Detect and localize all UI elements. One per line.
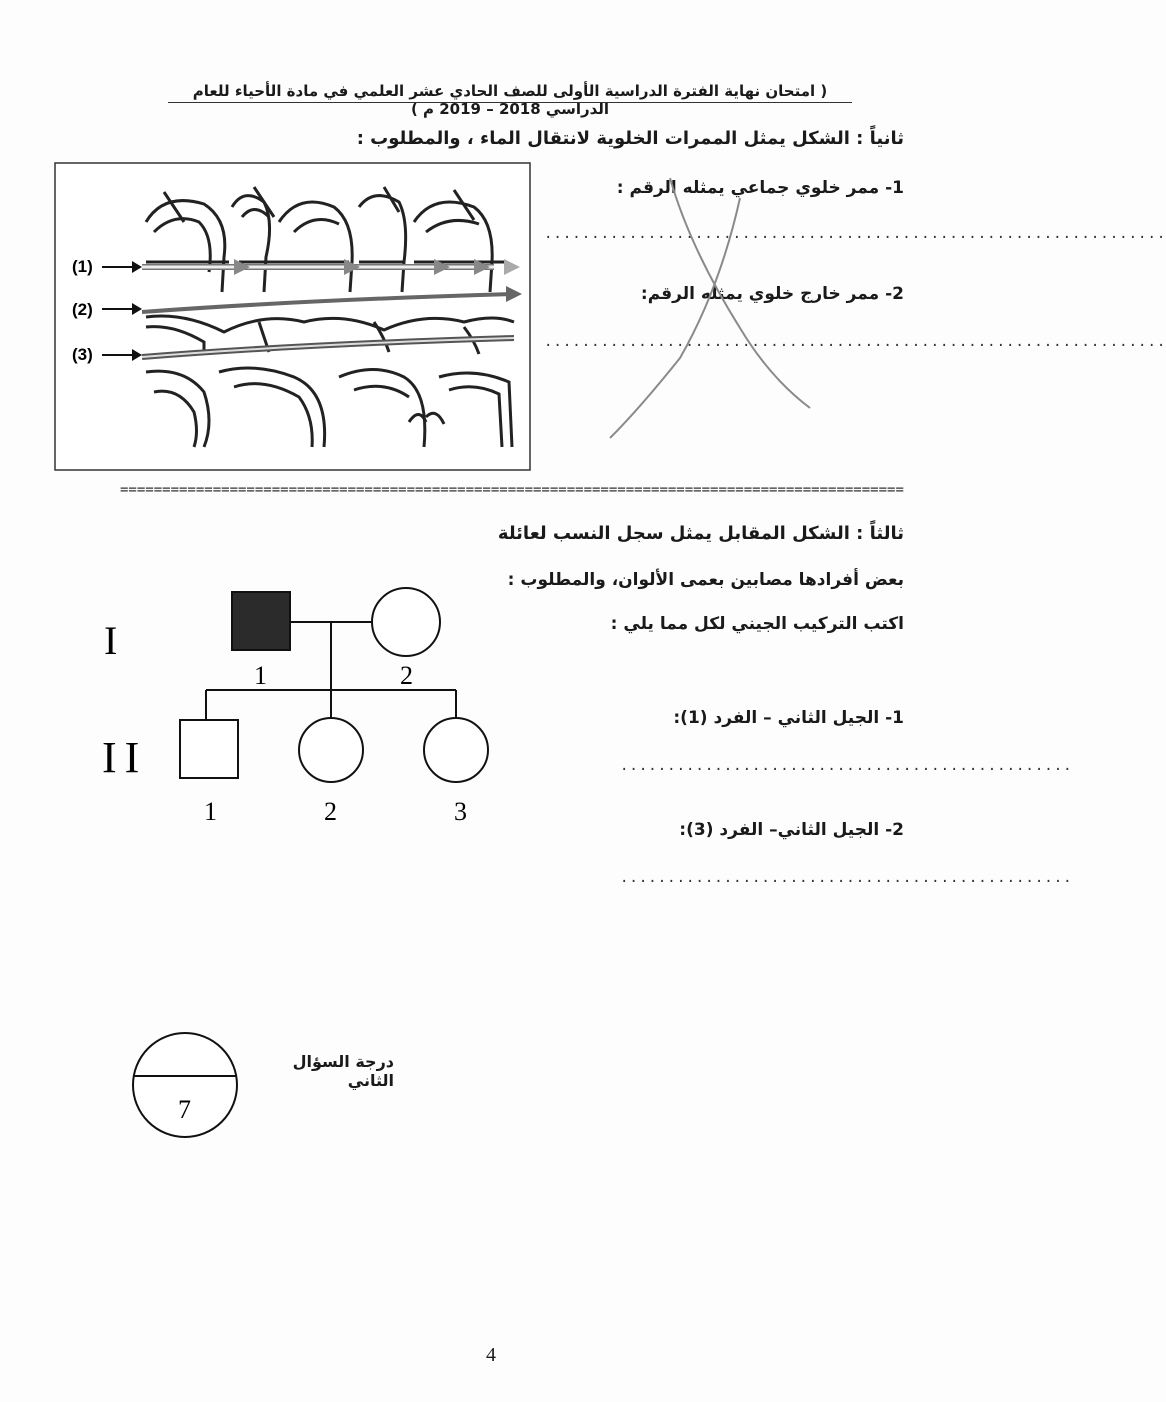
q2-answer-line-1: .................................................................. bbox=[544, 226, 1166, 242]
header-underline bbox=[168, 102, 852, 103]
grader-x-mark bbox=[600, 168, 820, 448]
q3-answer-line-2: ................................................ bbox=[620, 870, 1073, 886]
q3-line-1: ثالثاً : الشكل المقابل يمثل سجل النسب لعائلة bbox=[497, 523, 904, 544]
gen1-number-1: 1 bbox=[254, 661, 267, 690]
gen1-mother bbox=[372, 588, 440, 656]
gen2-son-1 bbox=[180, 720, 238, 778]
section-separator: ============================================================================================= bbox=[120, 482, 904, 498]
q3-item-1: 1- الجيل الثاني – الفرد (1): bbox=[673, 708, 904, 728]
q3-line-3: اكتب التركيب الجيني لكل مما يلي : bbox=[610, 614, 904, 634]
figure-label-3: (3) bbox=[72, 345, 93, 364]
gen1-number-2: 2 bbox=[400, 661, 413, 690]
score-circle bbox=[130, 1030, 240, 1140]
q2-item-1: 1- ممر خلوي جماعي يمثله الرقم : bbox=[616, 178, 904, 198]
page-number: 4 bbox=[486, 1344, 496, 1366]
gen2-number-3: 3 bbox=[454, 797, 467, 826]
gen2-daughter-2 bbox=[299, 718, 363, 782]
gen1-father-affected bbox=[232, 592, 290, 650]
gen2-number-1: 1 bbox=[204, 797, 217, 826]
generation-label-I: I bbox=[104, 618, 118, 663]
figure-label-2: (2) bbox=[72, 300, 93, 319]
q3-answer-line-1: ................................................ bbox=[620, 758, 1073, 774]
pedigree-chart bbox=[90, 582, 510, 832]
gen2-number-2: 2 bbox=[324, 797, 337, 826]
score-max: 7 bbox=[178, 1095, 191, 1124]
q3-item-2: 2- الجيل الثاني– الفرد (3): bbox=[679, 820, 904, 840]
q2-title: ثانياً : الشكل يمثل الممرات الخلوية لانتقال الماء ، والمطلوب : bbox=[356, 128, 904, 149]
figure-label-1: (1) bbox=[72, 257, 93, 276]
cell-pathways-figure bbox=[54, 162, 532, 472]
q2-item-2: 2- ممر خارج خلوي يمثله الرقم: bbox=[640, 284, 904, 304]
q2-answer-line-2: .................................................................. bbox=[544, 334, 1166, 350]
q3-line-2: بعض أفرادها مصابين بعمى الألوان، والمطلوب : bbox=[507, 570, 904, 590]
score-label: درجة السؤال الثاني bbox=[292, 1052, 394, 1090]
gen2-daughter-3 bbox=[424, 718, 488, 782]
generation-label-II: II bbox=[102, 733, 148, 782]
exam-header: ( امتحان نهاية الفترة الدراسية الأولى للصف الحادي عشر العلمي في مادة الأحياء للعام الدراسي 2018 – 2019 م ) bbox=[192, 82, 828, 118]
